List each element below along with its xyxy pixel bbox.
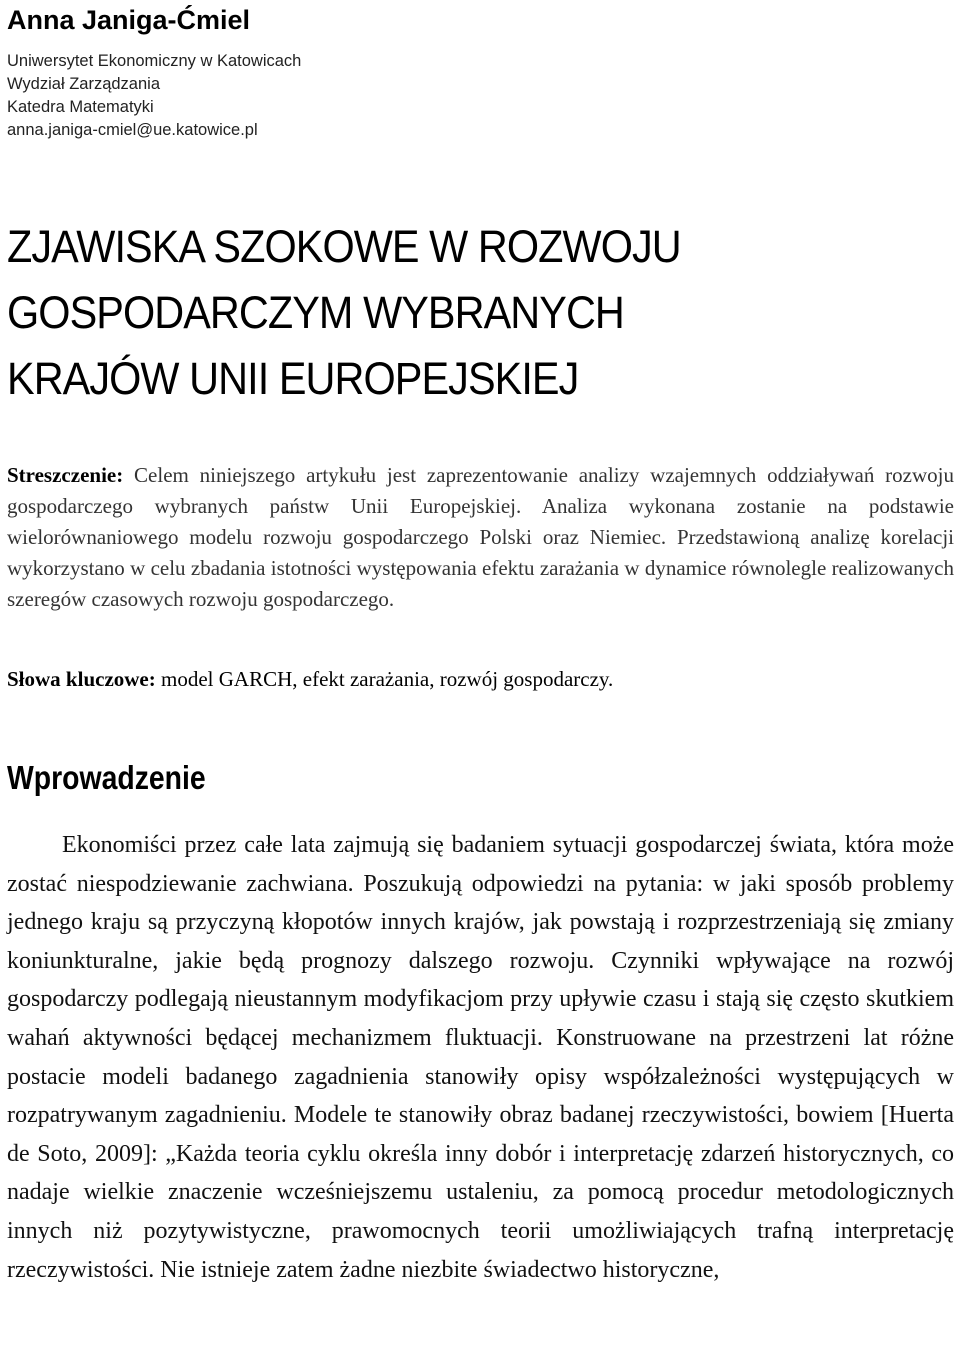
faculty-name: Wydział Zarządzania xyxy=(7,75,160,93)
abstract xyxy=(7,460,954,615)
department-name: Katedra Matematyki xyxy=(7,98,154,116)
author-affiliation xyxy=(7,50,301,142)
section-heading: Wprowadzenie xyxy=(7,759,206,796)
keywords xyxy=(7,664,954,695)
paper-title xyxy=(7,214,681,412)
title-line: ZJAWISKA SZOKOWE W ROZWOJU xyxy=(7,221,681,272)
abstract-label: Streszczenie: xyxy=(7,463,124,487)
keywords-label: Słowa kluczowe: xyxy=(7,667,156,691)
university-name: Uniwersytet Ekonomiczny w Katowicach xyxy=(7,52,302,70)
author-email: anna.janiga-cmiel@ue.katowice.pl xyxy=(7,121,258,139)
section-body-text: Ekonomiści przez całe lata zajmują się badaniem sytuacji gospodarczej świata, która może zostać niespodziewanie zachwiana. Poszukują odpowiedzi na pytania: w jaki sposób problemy jednego kraju są przyczyną kłopotów innych krajów, jak powstają i rozprzestrzeniają się zmiany koniunkturalne, jakie będą prognozy dalszego rozwoju. Czynniki wpływające na rozwój gospodarczy podlegają nieustannym modyfikacjom przy upływie czasu i stają się często skutkiem wahań aktywności będącej mechanizmem fluktuacji. Konstruowane na przestrzeni lat różne postacie modeli badanego zagadnienia stanowiły opisy współzależności występujących w rozpatrywanym zagadnieniu. Modele te stanowiły obraz badanej rzeczywistości, bowiem [Huerta de Soto, 2009]: „Każda teoria cyklu określa inny dobór i interpretację zdarzeń historycznych, co nadaje wielkie znaczenie wcześniejszemu ustaleniu, za pomocą procedur metodologicznych innych niż pozytywistyczne, prawomocnych teorii umożliwiających trafną interpretację rzeczywistości. Nie istnieje zatem żadne niezbite świadectwo historyczne, xyxy=(7,832,954,1283)
abstract-text: Celem niniejszego artykułu jest zaprezentowanie analizy wzajemnych oddziaływań rozwoju gospodarczego wybranych państw Unii Europejskiej. Analiza wykonana zostanie na podstawie wielorównaniowego modelu rozwoju gospodarczego Polski oraz Niemiec. Przedstawioną analizę korelacji wykorzystano w celu zbadania istotności występowania efektu zarażania w dynamice równolegle realizowanych szeregów czasowych rozwoju gospodarczego. xyxy=(7,463,954,611)
title-line: GOSPODARCZYM WYBRANYCH xyxy=(7,287,624,338)
title-line: KRAJÓW UNII EUROPEJSKIEJ xyxy=(7,353,579,404)
author-name: Anna Janiga-Ćmiel xyxy=(7,5,251,35)
keywords-text: model GARCH, efekt zarażania, rozwój gospodarczy. xyxy=(161,667,614,691)
